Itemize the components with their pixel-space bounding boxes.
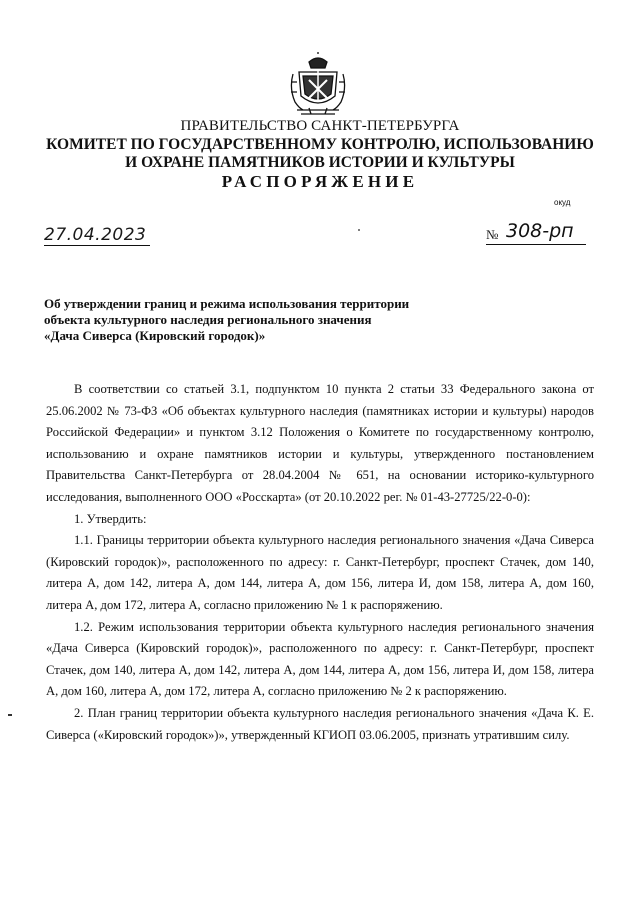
okud-label: окуд: [554, 198, 571, 207]
document-number-field: [486, 222, 586, 245]
subject-line2: объекта культурного наследия регионального значения: [44, 312, 372, 327]
document-subject: [44, 296, 444, 344]
item-1: 1. Утвердить:: [74, 511, 147, 526]
item-2: 2. План границ территории объекта культурного наследия регионального значения «Дача К. Е. Сиверса («Кировский городок»)», утвержденный КГИОП 03.06.2005, признать утратившим силу.: [46, 705, 594, 742]
scan-speck: [358, 229, 360, 231]
government-name: ПРАВИТЕЛЬСТВО САНКТ-ПЕТЕРБУРГА: [180, 118, 460, 134]
margin-mark: [8, 714, 12, 716]
subject-line1: Об утверждении границ и режима использования территории: [44, 296, 410, 311]
document-body: [46, 379, 594, 746]
committee-name-line1: КОМИТЕТ ПО ГОСУДАРСТВЕННОМУ КОНТРОЛЮ, ИСПОЛЬЗОВАНИЮ: [46, 136, 594, 153]
document-date: 27.04.2023: [44, 225, 150, 246]
coat-of-arms-emblem: [289, 52, 347, 116]
subject-line3: «Дача Сиверса (Кировский городок)»: [44, 328, 266, 343]
item-1-1: 1.1. Границы территории объекта культурного наследия регионального значения «Дача Сиверса (Кировский городок)», расположенного по адресу: г. Санкт-Петербург, проспект Стачек, дом 140, литера А, дом 142, литера А, дом 144, литера А, дом 156, литера И, дом 158, литера А, дом 160, литера А, дом 172, литера А, согласно приложению № 1 к распоряжению.: [46, 533, 594, 612]
committee-name-line2: И ОХРАНЕ ПАМЯТНИКОВ ИСТОРИИ И КУЛЬТУРЫ: [125, 154, 515, 171]
preamble-paragraph: В соответствии со статьей 3.1, подпунктом 10 пункта 2 статьи 33 Федерального закона от 25.06.2002 № 73-ФЗ «Об объектах культурного наследия (памятниках истории и культуры) народов Российской Федерации» и пунктом 3.12 Положения о Комитете по государственному контролю, использованию и охране памятников истории и культуры, утвержденного постановлением Правительства Санкт-Петербурга от 28.04.2004 № 651, на основании историко-культурного исследования, выполненного ООО «Росскарта» (от 20.10.2022 рег. № 01-43-27725/22-0-0):: [46, 382, 594, 504]
number-sign: №: [486, 227, 499, 242]
item-1-2: 1.2. Режим использования территории объекта культурного наследия регионального значения «Дача Сиверса (Кировский городок)», расположенного по адресу: г. Санкт-Петербург, проспект Стачек, дом 140, литера А, дом 142, литера А, дом 144, литера А, дом 156, литера И, дом 158, литера А, дом 160, литера А, дом 172, литера А, согласно приложению № 2 к распоряжению.: [46, 619, 594, 699]
document-type-title: РАСПОРЯЖЕНИЕ: [221, 172, 419, 191]
committee-name: [0, 136, 640, 172]
document-number: 308-рп: [506, 220, 574, 242]
